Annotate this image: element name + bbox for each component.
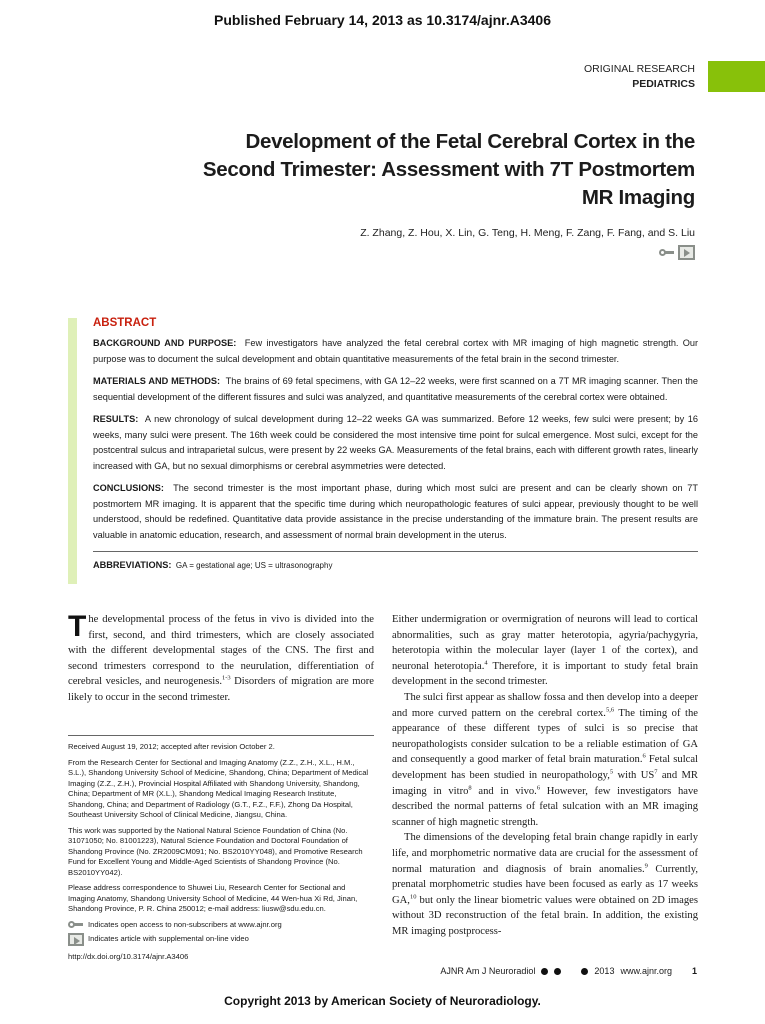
abstract-conclusions (93, 481, 698, 543)
abstract-label: BACKGROUND AND PURPOSE: (93, 338, 237, 348)
bullet-icon (541, 968, 548, 975)
abstract-label: RESULTS: (93, 414, 139, 424)
abstract-label: CONCLUSIONS: (93, 483, 164, 493)
bullet-icon (554, 968, 561, 975)
body-paragraph (392, 690, 698, 830)
abbreviations-label: ABBREVIATIONS: (93, 560, 172, 570)
journal-name: AJNR Am J Neuroradiol (440, 966, 536, 976)
video-icon[interactable] (678, 245, 695, 260)
abstract-label: MATERIALS AND METHODS: (93, 376, 221, 386)
citation-ref[interactable]: 10 (409, 893, 417, 901)
body-text: and MR imaging in vitro (392, 769, 698, 797)
video-note (68, 933, 374, 946)
open-access-text: Indicates open access to non-subscribers at www.ajnr.org (88, 919, 282, 929)
section-color-tab (708, 61, 765, 92)
body-text: However, few investigators have described the normal patterns of fetal sulcation with an MR imaging scanner of high magnetic strength. (392, 785, 699, 828)
body-text: Disorders of migration are more likely to occur in the second trimester. (68, 676, 374, 703)
video-icon (68, 933, 84, 946)
video-text: Indicates article with supplemental on-line video (88, 934, 249, 944)
abstract-text: A new chronology of sulcal development during 12–22 weeks GA was summarized. Before 12 weeks, few sulci were present; by 16 weeks, many sulci were present. The 16th week could be considered the most intensive time point for sulcal emergence. Most sulci, except for the postcentral sulcus and intraparietal sulcus, were present by 22 weeks GA. Measurements of the fetal brains, each with different growth rates, linearly increased with GA, but no sexual dimorphisms or cerebral asymmetries were detected. (93, 414, 698, 471)
drop-cap: T (68, 610, 87, 643)
body-text: and in vivo. (471, 785, 537, 797)
citation-ref[interactable]: 8 (468, 784, 472, 791)
body-text: Currently, prenatal morphometric studies have been focused as early as 17 weeks GA, (392, 863, 698, 906)
correspondence: Please address correspondence to Shuwei Liu, Research Center for Sectional and Imaging Anatomy, Shandong University School of Medicine, 44 Wen-hua Xi Rd, Jinan, Shandong Province, P. R. China 250012; e-mail address: liusw@sdu.edu.cn. (68, 883, 358, 913)
affiliations: From the Research Center for Sectional and Imaging Anatomy (Z.Z., Z.H., X.L., H.M., S.L.), Shandong University School of Medicine, Shandong, China; Department of Medical Imaging (Z.Z., Z.H.), Provincial Hospital Affiliated with Shandong University, Shandong, China; Department of MR (X.L.), Shandong Medical Imaging Research Institute, Shandong, China; and Department of Radiology (G.T., F.Z., F.F.), Zhong Da Hospital, Southeast University School of Clinical Medicine, Jiangsu, China. (68, 757, 369, 819)
article-title: Development of the Fetal Cerebral Cortex in the Second Trimester: Assessment with 7T Postmortem MR Imaging (202, 130, 695, 209)
body-text: Either undermigration or overmigration of neurons will lead to cortical abnormalities, such as gray matter heterotopia, agyria/pachygyria, heterotopia within the molecular layer (layer 1 of the cortex), and neuronal heterotopia. (392, 614, 698, 672)
abstract-text: The brains of 69 fetal specimens, with GA 12–22 weeks, were first scanned on a 7T MR imaging scanner. Then the sequential development of the different fissures and sulci was analyzed, and quantitative measurements of the cerebral cortex were obtained. (93, 376, 698, 402)
body-paragraph (392, 612, 698, 690)
article-badges (659, 245, 695, 260)
funding: This work was supported by the National Natural Science Foundation of China (No. 31071050; No. 81001223), Natural Science Foundation and Doctoral Foundation of Shandong Province (No. ZR2009CM091; No. BS2010YY048), and Promotive Research Fund for Excellent Young and Middle-Aged Scientists of Shandong Province (No. BS2010YY042). (68, 825, 363, 877)
body-text: with US (613, 769, 655, 781)
body-text: Fetal sulcal development has been studied in neuropathology, (392, 754, 698, 781)
body-text: Therefore, it is important to study fetal brain development in the second trimester. (392, 660, 698, 688)
body-column-left (68, 612, 374, 706)
citation-ref[interactable]: 9 (644, 861, 648, 869)
body-paragraph (68, 612, 374, 706)
key-icon (68, 920, 84, 929)
abstract-section (93, 316, 698, 581)
section-category: PEDIATRICS (632, 78, 695, 90)
body-text: but only the linear biometric values were obtained on 2D images without 3D reconstruction of the fetal brain. In addition, the existing MR imaging postprocess- (392, 894, 698, 937)
author-list: Z. Zhang, Z. Hou, X. Lin, G. Teng, H. Meng, F. Zang, F. Fang, and S. Liu (360, 227, 695, 239)
abbreviations-text: GA = gestational age; US = ultrasonography (175, 561, 333, 570)
abstract-methods (93, 374, 698, 405)
abstract-accent-bar (68, 318, 77, 584)
section-label (584, 62, 695, 92)
body-column-right (392, 612, 698, 939)
body-text: The sulci first appear as shallow fossa and then develop into a deeper and more curved pattern on the cerebral cortex. (392, 691, 698, 719)
body-text: he developmental process of the fetus in vivo is divided into the first, second, and third trimesters, which are closely associated with the different developmental stages of the CNS. The first and second trimesters correspond to the neurulation, differentiation of cerebral vesicles, and neurogenesis. (68, 614, 374, 688)
bullet-icon (581, 968, 588, 975)
citation-ref[interactable]: 5 (609, 768, 614, 776)
article-notes (68, 735, 374, 968)
key-icon[interactable] (659, 248, 675, 257)
received-date: Received August 19, 2012; accepted after revision October 2. (68, 742, 275, 751)
citation-ref[interactable]: 4 (484, 659, 488, 667)
abstract-results (93, 412, 698, 474)
page-footer (440, 966, 697, 976)
page-number: 1 (691, 966, 697, 976)
footer-year: 2013 (594, 966, 615, 976)
doi-link[interactable]: http://dx.doi.org/10.3174/ajnr.A3406 (68, 952, 189, 961)
body-text: The timing of the appearance of these different types of sulci is so precise that neuropathologists consider sulcation to be a reliable estimation of GA and consequently a good marker of fetal brain maturation. (392, 707, 698, 766)
abstract-heading: ABSTRACT (93, 317, 157, 329)
copyright-notice: Copyright 2013 by American Society of Neuroradiology. (224, 994, 541, 1008)
abstract-text: Few investigators have analyzed the fetal cerebral cortex with MR imaging of high magnetic strength. Our purpose was to document the sulcal development and obtain quantitative measurements of the fetal brain in the second trimester. (93, 338, 699, 364)
body-paragraph (392, 830, 698, 939)
body-text: The dimensions of the developing fetal brain change rapidly in early life, and morphometric normative data are crucial for the assessment of normal maturation and diagnosis of brain anomalies. (392, 832, 698, 875)
section-type: ORIGINAL RESEARCH (583, 63, 695, 75)
abbreviations (93, 558, 698, 574)
citation-ref[interactable]: 1-3 (222, 674, 231, 682)
journal-website[interactable]: www.ajnr.org (620, 966, 672, 976)
published-line: Published February 14, 2013 as 10.3174/ajnr.A3406 (214, 12, 551, 28)
citation-ref[interactable]: 6 (642, 752, 646, 760)
open-access-note (68, 920, 374, 931)
citation-ref[interactable]: 7 (654, 768, 658, 776)
citation-ref[interactable]: 5,6 (605, 706, 615, 714)
citation-ref[interactable]: 6 (536, 784, 541, 791)
abstract-divider (93, 551, 698, 552)
abstract-background (93, 336, 698, 367)
abstract-text: The second trimester is the most important phase, during which most sulci are present and can be clearly shown on 7T postmortem MR imaging. It is apparent that the specific time during which neuropathologic features of sulci appear, previously thought to be well understood, should be redefined. Quantitative data provide assistance in the precise understanding of the immature brain. The present results are valuable in anatomic education, research, and assessment of normal brain development in the uterus. (93, 483, 698, 540)
